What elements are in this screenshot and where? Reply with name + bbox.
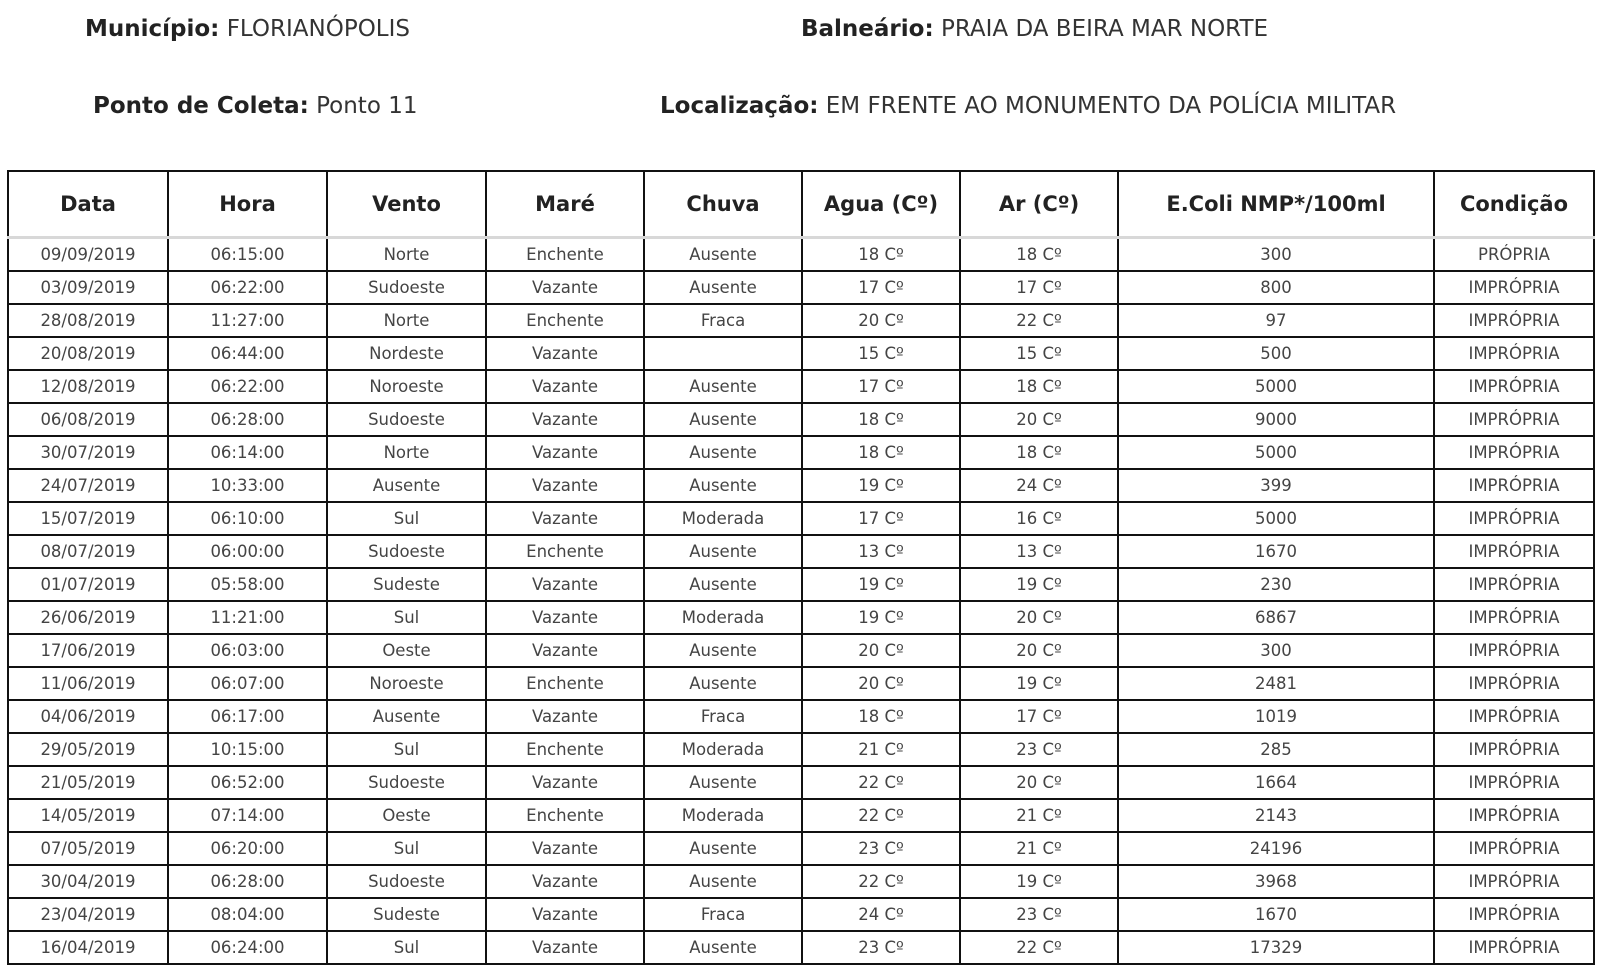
cell-agua: 15 Cº — [802, 337, 960, 370]
cell-mare: Vazante — [486, 568, 644, 601]
cell-ar: 15 Cº — [960, 337, 1118, 370]
cell-hora: 10:15:00 — [168, 733, 327, 766]
cell-hora: 06:52:00 — [168, 766, 327, 799]
cell-data: 26/06/2019 — [8, 601, 168, 634]
cell-condicao: IMPRÓPRIA — [1434, 568, 1594, 601]
cell-ar: 22 Cº — [960, 931, 1118, 964]
cell-agua: 21 Cº — [802, 733, 960, 766]
cell-vento: Sudeste — [327, 898, 486, 931]
cell-mare: Vazante — [486, 469, 644, 502]
cell-ar: 19 Cº — [960, 568, 1118, 601]
cell-ecoli: 97 — [1118, 304, 1434, 337]
cell-mare: Enchente — [486, 667, 644, 700]
cell-ar: 18 Cº — [960, 370, 1118, 403]
cell-vento: Noroeste — [327, 667, 486, 700]
table-row — [8, 436, 1594, 469]
cell-agua: 18 Cº — [802, 700, 960, 733]
cell-chuva: Ausente — [644, 766, 802, 799]
cell-ecoli: 9000 — [1118, 403, 1434, 436]
cell-hora: 06:00:00 — [168, 535, 327, 568]
cell-agua: 18 Cº — [802, 436, 960, 469]
cell-agua: 20 Cº — [802, 667, 960, 700]
column-header-data: Data — [8, 171, 168, 238]
water-quality-table-container — [7, 170, 1593, 965]
cell-condicao: IMPRÓPRIA — [1434, 766, 1594, 799]
cell-ar: 18 Cº — [960, 436, 1118, 469]
cell-vento: Norte — [327, 304, 486, 337]
cell-data: 28/08/2019 — [8, 304, 168, 337]
cell-ar: 19 Cº — [960, 865, 1118, 898]
table-row — [8, 502, 1594, 535]
cell-agua: 18 Cº — [802, 238, 960, 272]
cell-vento: Oeste — [327, 799, 486, 832]
cell-agua: 19 Cº — [802, 601, 960, 634]
table-row — [8, 766, 1594, 799]
cell-chuva: Ausente — [644, 238, 802, 272]
ponto-coleta-label: Ponto de Coleta: — [93, 93, 309, 119]
cell-ecoli: 1670 — [1118, 535, 1434, 568]
cell-ecoli: 5000 — [1118, 370, 1434, 403]
cell-vento: Sudeste — [327, 568, 486, 601]
water-quality-table — [7, 170, 1595, 965]
column-header-ecoli: E.Coli NMP*/100ml — [1118, 171, 1434, 238]
table-body — [8, 238, 1594, 965]
cell-mare: Vazante — [486, 700, 644, 733]
cell-chuva: Ausente — [644, 568, 802, 601]
cell-ecoli: 399 — [1118, 469, 1434, 502]
cell-hora: 08:04:00 — [168, 898, 327, 931]
cell-ecoli: 1664 — [1118, 766, 1434, 799]
column-header-agua: Agua (Cº) — [802, 171, 960, 238]
cell-data: 11/06/2019 — [8, 667, 168, 700]
table-row — [8, 403, 1594, 436]
cell-ar: 16 Cº — [960, 502, 1118, 535]
cell-chuva: Ausente — [644, 403, 802, 436]
cell-agua: 19 Cº — [802, 568, 960, 601]
table-row — [8, 799, 1594, 832]
cell-agua: 22 Cº — [802, 766, 960, 799]
cell-data: 20/08/2019 — [8, 337, 168, 370]
table-row — [8, 898, 1594, 931]
cell-ecoli: 1019 — [1118, 700, 1434, 733]
localizacao-info — [660, 91, 1396, 121]
cell-ecoli: 6867 — [1118, 601, 1434, 634]
cell-mare: Vazante — [486, 832, 644, 865]
cell-data: 03/09/2019 — [8, 271, 168, 304]
cell-ar: 18 Cº — [960, 238, 1118, 272]
cell-chuva: Ausente — [644, 436, 802, 469]
cell-agua: 23 Cº — [802, 931, 960, 964]
municipio-value: FLORIANÓPOLIS — [226, 16, 411, 42]
cell-ar: 19 Cº — [960, 667, 1118, 700]
cell-ecoli: 285 — [1118, 733, 1434, 766]
cell-condicao: PRÓPRIA — [1434, 238, 1594, 272]
cell-chuva: Ausente — [644, 667, 802, 700]
cell-condicao: IMPRÓPRIA — [1434, 898, 1594, 931]
cell-chuva: Ausente — [644, 469, 802, 502]
cell-ar: 17 Cº — [960, 700, 1118, 733]
cell-ecoli: 500 — [1118, 337, 1434, 370]
cell-agua: 17 Cº — [802, 271, 960, 304]
cell-mare: Vazante — [486, 898, 644, 931]
cell-hora: 11:27:00 — [168, 304, 327, 337]
table-row — [8, 832, 1594, 865]
cell-data: 23/04/2019 — [8, 898, 168, 931]
cell-mare: Vazante — [486, 337, 644, 370]
table-row — [8, 238, 1594, 272]
cell-chuva: Moderada — [644, 799, 802, 832]
column-header-mare: Maré — [486, 171, 644, 238]
cell-mare: Vazante — [486, 370, 644, 403]
cell-condicao: IMPRÓPRIA — [1434, 931, 1594, 964]
cell-mare: Enchente — [486, 535, 644, 568]
cell-chuva: Ausente — [644, 271, 802, 304]
cell-ar: 23 Cº — [960, 733, 1118, 766]
cell-chuva: Ausente — [644, 634, 802, 667]
cell-vento: Norte — [327, 436, 486, 469]
cell-chuva: Ausente — [644, 931, 802, 964]
cell-agua: 18 Cº — [802, 403, 960, 436]
cell-ecoli: 300 — [1118, 238, 1434, 272]
cell-vento: Norte — [327, 238, 486, 272]
cell-vento: Sul — [327, 601, 486, 634]
cell-ecoli: 2143 — [1118, 799, 1434, 832]
cell-mare: Enchente — [486, 238, 644, 272]
cell-vento: Sudoeste — [327, 535, 486, 568]
cell-condicao: IMPRÓPRIA — [1434, 535, 1594, 568]
table-row — [8, 733, 1594, 766]
cell-chuva: Ausente — [644, 370, 802, 403]
cell-agua: 19 Cº — [802, 469, 960, 502]
cell-data: 17/06/2019 — [8, 634, 168, 667]
cell-chuva: Fraca — [644, 700, 802, 733]
cell-chuva: Moderada — [644, 502, 802, 535]
table-row — [8, 667, 1594, 700]
cell-condicao: IMPRÓPRIA — [1434, 502, 1594, 535]
cell-vento: Ausente — [327, 469, 486, 502]
cell-mare: Enchente — [486, 799, 644, 832]
cell-ecoli: 3968 — [1118, 865, 1434, 898]
cell-condicao: IMPRÓPRIA — [1434, 436, 1594, 469]
table-header-row — [8, 171, 1594, 238]
column-header-hora: Hora — [168, 171, 327, 238]
cell-agua: 17 Cº — [802, 370, 960, 403]
table-row — [8, 568, 1594, 601]
cell-hora: 06:28:00 — [168, 403, 327, 436]
cell-ar: 20 Cº — [960, 601, 1118, 634]
cell-hora: 06:20:00 — [168, 832, 327, 865]
cell-ecoli: 800 — [1118, 271, 1434, 304]
column-header-vento: Vento — [327, 171, 486, 238]
cell-agua: 20 Cº — [802, 304, 960, 337]
cell-condicao: IMPRÓPRIA — [1434, 304, 1594, 337]
cell-condicao: IMPRÓPRIA — [1434, 403, 1594, 436]
cell-ar: 13 Cº — [960, 535, 1118, 568]
cell-ar: 24 Cº — [960, 469, 1118, 502]
cell-ar: 20 Cº — [960, 766, 1118, 799]
balneario-info — [801, 14, 1268, 44]
column-header-condicao: Condição — [1434, 171, 1594, 238]
cell-condicao: IMPRÓPRIA — [1434, 634, 1594, 667]
cell-chuva: Ausente — [644, 535, 802, 568]
cell-hora: 06:10:00 — [168, 502, 327, 535]
balneario-value: PRAIA DA BEIRA MAR NORTE — [940, 16, 1269, 42]
cell-chuva — [644, 337, 802, 370]
cell-chuva: Fraca — [644, 898, 802, 931]
cell-mare: Vazante — [486, 766, 644, 799]
cell-ar: 17 Cº — [960, 271, 1118, 304]
cell-data: 24/07/2019 — [8, 469, 168, 502]
cell-data: 15/07/2019 — [8, 502, 168, 535]
cell-vento: Sul — [327, 931, 486, 964]
cell-agua: 22 Cº — [802, 799, 960, 832]
cell-vento: Sul — [327, 832, 486, 865]
cell-vento: Sudoeste — [327, 865, 486, 898]
cell-vento: Ausente — [327, 700, 486, 733]
cell-condicao: IMPRÓPRIA — [1434, 601, 1594, 634]
cell-hora: 06:15:00 — [168, 238, 327, 272]
cell-ecoli: 24196 — [1118, 832, 1434, 865]
cell-condicao: IMPRÓPRIA — [1434, 700, 1594, 733]
cell-condicao: IMPRÓPRIA — [1434, 865, 1594, 898]
cell-data: 21/05/2019 — [8, 766, 168, 799]
cell-hora: 06:03:00 — [168, 634, 327, 667]
cell-vento: Sudoeste — [327, 271, 486, 304]
cell-mare: Vazante — [486, 865, 644, 898]
cell-agua: 24 Cº — [802, 898, 960, 931]
cell-condicao: IMPRÓPRIA — [1434, 733, 1594, 766]
cell-ecoli: 1670 — [1118, 898, 1434, 931]
cell-hora: 11:21:00 — [168, 601, 327, 634]
municipio-info — [85, 14, 410, 44]
cell-ar: 20 Cº — [960, 403, 1118, 436]
cell-data: 08/07/2019 — [8, 535, 168, 568]
cell-data: 30/04/2019 — [8, 865, 168, 898]
cell-hora: 06:28:00 — [168, 865, 327, 898]
cell-ecoli: 5000 — [1118, 436, 1434, 469]
cell-hora: 10:33:00 — [168, 469, 327, 502]
cell-data: 30/07/2019 — [8, 436, 168, 469]
cell-ar: 21 Cº — [960, 832, 1118, 865]
localizacao-label: Localização: — [660, 93, 819, 119]
cell-ar: 22 Cº — [960, 304, 1118, 337]
cell-data: 04/06/2019 — [8, 700, 168, 733]
cell-data: 12/08/2019 — [8, 370, 168, 403]
cell-ecoli: 300 — [1118, 634, 1434, 667]
cell-agua: 22 Cº — [802, 865, 960, 898]
cell-agua: 23 Cº — [802, 832, 960, 865]
cell-condicao: IMPRÓPRIA — [1434, 469, 1594, 502]
cell-data: 16/04/2019 — [8, 931, 168, 964]
cell-data: 01/07/2019 — [8, 568, 168, 601]
cell-ar: 23 Cº — [960, 898, 1118, 931]
column-header-chuva: Chuva — [644, 171, 802, 238]
cell-condicao: IMPRÓPRIA — [1434, 832, 1594, 865]
cell-agua: 13 Cº — [802, 535, 960, 568]
cell-ar: 21 Cº — [960, 799, 1118, 832]
cell-agua: 20 Cº — [802, 634, 960, 667]
cell-ar: 20 Cº — [960, 634, 1118, 667]
cell-hora: 06:07:00 — [168, 667, 327, 700]
cell-vento: Sudoeste — [327, 403, 486, 436]
cell-ecoli: 2481 — [1118, 667, 1434, 700]
cell-mare: Vazante — [486, 403, 644, 436]
table-row — [8, 700, 1594, 733]
cell-data: 06/08/2019 — [8, 403, 168, 436]
balneario-label: Balneário: — [801, 16, 934, 42]
cell-vento: Noroeste — [327, 370, 486, 403]
localizacao-value: EM FRENTE AO MONUMENTO DA POLÍCIA MILITAR — [825, 93, 1397, 119]
ponto-coleta-info — [93, 91, 417, 121]
cell-mare: Enchente — [486, 733, 644, 766]
table-row — [8, 469, 1594, 502]
cell-vento: Nordeste — [327, 337, 486, 370]
cell-hora: 06:22:00 — [168, 370, 327, 403]
municipio-label: Município: — [85, 16, 220, 42]
table-row — [8, 601, 1594, 634]
cell-condicao: IMPRÓPRIA — [1434, 799, 1594, 832]
cell-agua: 17 Cº — [802, 502, 960, 535]
cell-chuva: Ausente — [644, 832, 802, 865]
cell-condicao: IMPRÓPRIA — [1434, 667, 1594, 700]
cell-data: 14/05/2019 — [8, 799, 168, 832]
table-row — [8, 337, 1594, 370]
cell-mare: Vazante — [486, 634, 644, 667]
table-row — [8, 634, 1594, 667]
cell-mare: Vazante — [486, 601, 644, 634]
cell-hora: 06:44:00 — [168, 337, 327, 370]
cell-data: 09/09/2019 — [8, 238, 168, 272]
cell-mare: Vazante — [486, 271, 644, 304]
cell-mare: Vazante — [486, 436, 644, 469]
cell-vento: Sul — [327, 502, 486, 535]
cell-hora: 06:17:00 — [168, 700, 327, 733]
table-row — [8, 271, 1594, 304]
cell-mare: Vazante — [486, 931, 644, 964]
cell-data: 07/05/2019 — [8, 832, 168, 865]
table-row — [8, 304, 1594, 337]
column-header-ar: Ar (Cº) — [960, 171, 1118, 238]
cell-condicao: IMPRÓPRIA — [1434, 337, 1594, 370]
cell-condicao: IMPRÓPRIA — [1434, 370, 1594, 403]
cell-hora: 06:22:00 — [168, 271, 327, 304]
cell-chuva: Fraca — [644, 304, 802, 337]
cell-hora: 07:14:00 — [168, 799, 327, 832]
cell-hora: 06:14:00 — [168, 436, 327, 469]
cell-condicao: IMPRÓPRIA — [1434, 271, 1594, 304]
cell-hora: 06:24:00 — [168, 931, 327, 964]
table-row — [8, 931, 1594, 964]
table-row — [8, 535, 1594, 568]
cell-mare: Vazante — [486, 502, 644, 535]
cell-hora: 05:58:00 — [168, 568, 327, 601]
cell-data: 29/05/2019 — [8, 733, 168, 766]
cell-ecoli: 17329 — [1118, 931, 1434, 964]
table-row — [8, 865, 1594, 898]
cell-mare: Enchente — [486, 304, 644, 337]
ponto-coleta-value: Ponto 11 — [316, 93, 418, 119]
cell-vento: Oeste — [327, 634, 486, 667]
cell-ecoli: 230 — [1118, 568, 1434, 601]
table-row — [8, 370, 1594, 403]
cell-chuva: Moderada — [644, 601, 802, 634]
cell-chuva: Ausente — [644, 865, 802, 898]
cell-ecoli: 5000 — [1118, 502, 1434, 535]
cell-vento: Sudoeste — [327, 766, 486, 799]
cell-vento: Sul — [327, 733, 486, 766]
cell-chuva: Moderada — [644, 733, 802, 766]
